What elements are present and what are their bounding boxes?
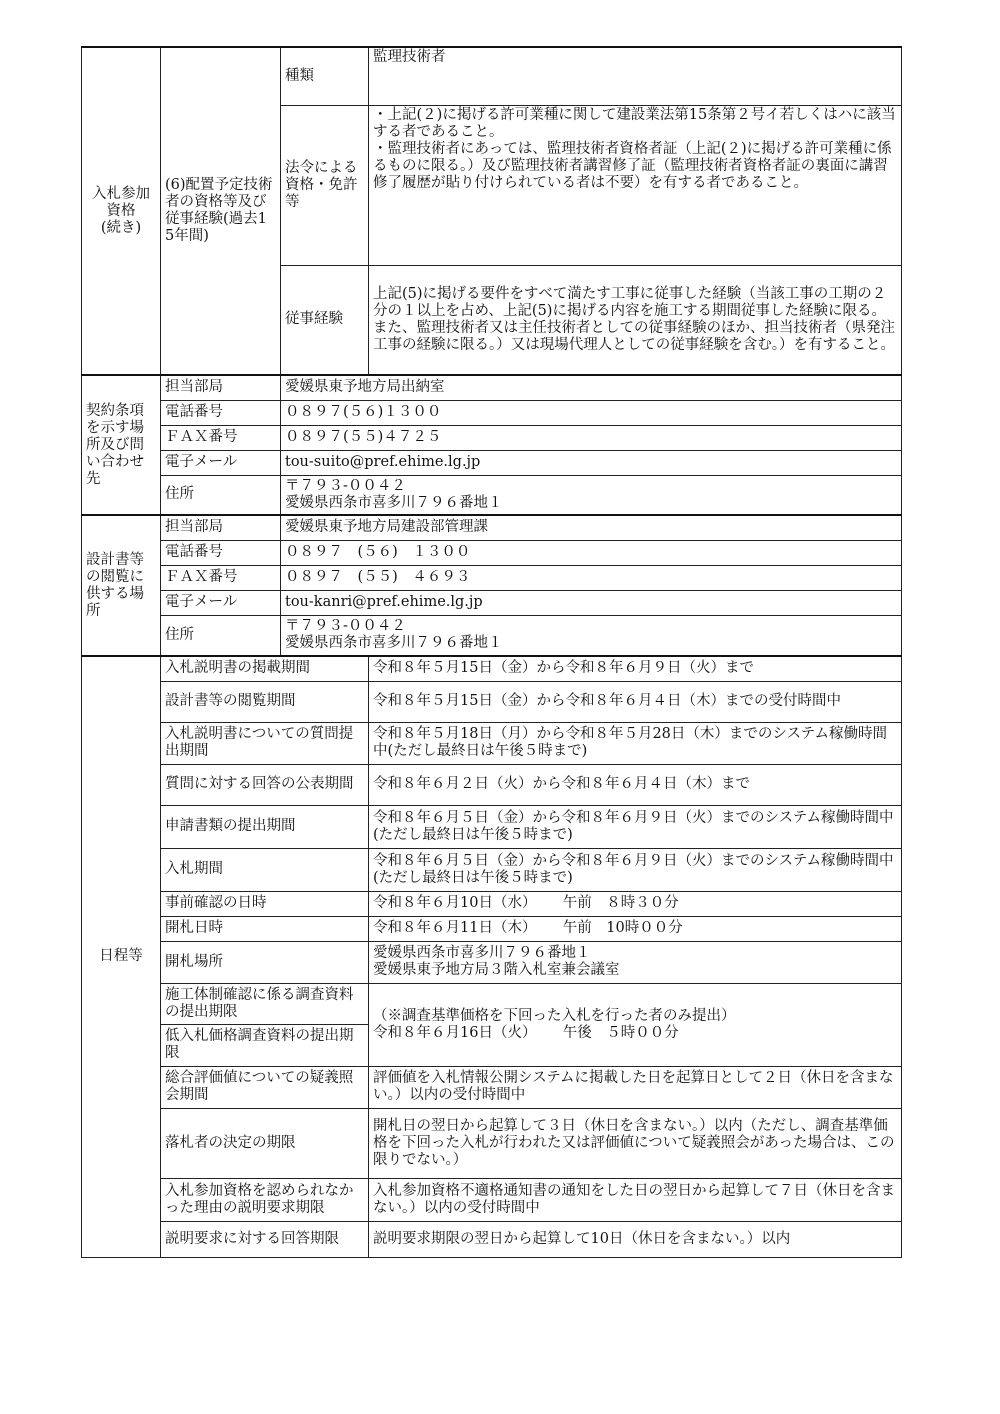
row-value: 監理技術者 — [369, 47, 902, 105]
row-label: 電話番号 — [161, 540, 281, 565]
row-value: 令和８年６月５日（金）から令和８年６月９日（火）までのシステム稼働時間中(ただし最終日は午後５時まで) — [369, 848, 902, 891]
row-label: 入札説明書の掲載期間 — [161, 656, 369, 681]
row-value: 令和８年５月15日（金）から令和８年６月４日（木）までの受付時間中 — [369, 681, 902, 722]
row-value: 令和８年６月２日（火）から令和８年６月４日（木）まで — [369, 764, 902, 805]
row-value: （※調査基準価格を下回った入札を行った者のみ提出） 令和８年６月16日（火） 午後 ５時００分 — [369, 983, 902, 1066]
row-label: 説明要求に対する回答期限 — [161, 1221, 369, 1257]
row-value: 説明要求期限の翌日から起算して10日（休日を含まない。）以内 — [369, 1221, 902, 1257]
row-label: 担当部局 — [161, 515, 281, 540]
row-value: 上記(5)に掲げる要件をすべて満たす工事に従事した経験（当該工事の工期の２分の１以上を占め、上記(5)に掲げる内容を施工する期間従事した経験に限る。また、監理技術者又は主任技術者としての従事経験のほか、担当技術者（県発注工事の経験に限る。）又は現場代理人としての従事経験を含む。）を有すること。 — [369, 265, 902, 375]
section-schedule: 日程等 — [82, 656, 161, 1257]
row-label: 入札期間 — [161, 848, 369, 891]
row-label: 質問に対する回答の公表期間 — [161, 764, 369, 805]
row-label: 電話番号 — [161, 400, 281, 425]
row-value: 評価値を入札情報公開システムに掲載した日を起算日として２日（休日を含まない。）以内の受付時間中 — [369, 1066, 902, 1108]
row-value: 令和８年５月18日（月）から令和８年５月28日（木）までのシステム稼働時間中(ただし最終日は午後５時まで) — [369, 722, 902, 764]
row-value: ０８９７ (５５) ４６９３ — [281, 565, 902, 590]
qualification-subheading: (6)配置予定技術者の資格等及び従事経験(過去15年間) — [161, 47, 281, 375]
row-label: 開札日時 — [161, 916, 369, 941]
row-label: 電子メール — [161, 450, 281, 475]
row-value: 開札日の翌日から起算して３日（休日を含まない。）以内（ただし、調査基準価格を下回った入札が行われた又は評価値について疑義照会があった場合は、この限りでない。） — [369, 1108, 902, 1178]
row-label: ＦＡＸ番号 — [161, 565, 281, 590]
row-value: 令和８年６月11日（木） 午前 10時００分 — [369, 916, 902, 941]
row-value: ・上記(２)に掲げる許可業種に関して建設業法第15条第２号イ若しくはハに該当する者であること。 ・監理技術者にあっては、監理技術者資格者証（上記(２)に掲げる許可業種に係るものに限る。）及び監理技術者講習修了証（監理技術者資格者証の裏面に講習修了履歴が貼り付けられている者は不要）を有する者であること。 — [369, 105, 902, 265]
row-value: 愛媛県西条市喜多川７９６番地１ 愛媛県東予地方局３階入札室兼会議室 — [369, 941, 902, 983]
row-value: ０８９７ (５６) １３００ — [281, 540, 902, 565]
row-value: 令和８年６月５日（金）から令和８年６月９日（火）までのシステム稼働時間中(ただし最終日は午後５時まで) — [369, 805, 902, 848]
row-label: 事前確認の日時 — [161, 891, 369, 916]
address-value: 〒７９３-００４２ 愛媛県西条市喜多川７９６番地１ — [281, 615, 902, 656]
row-label: 従事経験 — [281, 265, 369, 375]
row-value: ０８９７(５５)４７２５ — [281, 425, 902, 450]
email-value: tou-kanri@pref.ehime.lg.jp — [281, 590, 902, 615]
row-label: 担当部局 — [161, 375, 281, 400]
row-value: ０８９７(５６)１３００ — [281, 400, 902, 425]
section-qualification: 入札参加 資格 (続き) — [82, 47, 161, 375]
row-label: 開札場所 — [161, 941, 369, 983]
email-value: tou-suito@pref.ehime.lg.jp — [281, 450, 902, 475]
bid-notice-table — [81, 46, 902, 1258]
row-label: 総合評価値についての疑義照会期間 — [161, 1066, 369, 1108]
row-label: 法令による資格・免許等 — [281, 105, 369, 265]
row-label: 低入札価格調査資料の提出期限 — [161, 1024, 369, 1066]
row-value: 令和８年５月15日（金）から令和８年６月９日（火）まで — [369, 656, 902, 681]
row-label: 電子メール — [161, 590, 281, 615]
row-value: 愛媛県東予地方局建設部管理課 — [281, 515, 902, 540]
row-label: 施工体制確認に係る調査資料の提出期限 — [161, 983, 369, 1024]
row-value: 入札参加資格不適格通知書の通知をした日の翌日から起算して７日（休日を含まない。）以内の受付時間中 — [369, 1178, 902, 1221]
row-label: 落札者の決定の期限 — [161, 1108, 369, 1178]
row-label: 入札参加資格を認められなかった理由の説明要求期限 — [161, 1178, 369, 1221]
row-label: 設計書等の閲覧期間 — [161, 681, 369, 722]
address-value: 〒７９３-００４２ 愛媛県西条市喜多川７９６番地１ — [281, 475, 902, 515]
row-label: 住所 — [161, 475, 281, 515]
row-value: 愛媛県東予地方局出納室 — [281, 375, 902, 400]
row-label: 申請書類の提出期間 — [161, 805, 369, 848]
section-contract-contact: 契約条項を示す場所及び問い合わせ先 — [82, 375, 161, 515]
row-label: 住所 — [161, 615, 281, 656]
section-design-viewing: 設計書等の閲覧に供する場所 — [82, 515, 161, 656]
row-label: ＦＡＸ番号 — [161, 425, 281, 450]
row-label: 入札説明書についての質問提出期間 — [161, 722, 369, 764]
row-value: 令和８年６月10日（水） 午前 ８時３０分 — [369, 891, 902, 916]
row-label: 種類 — [281, 47, 369, 105]
